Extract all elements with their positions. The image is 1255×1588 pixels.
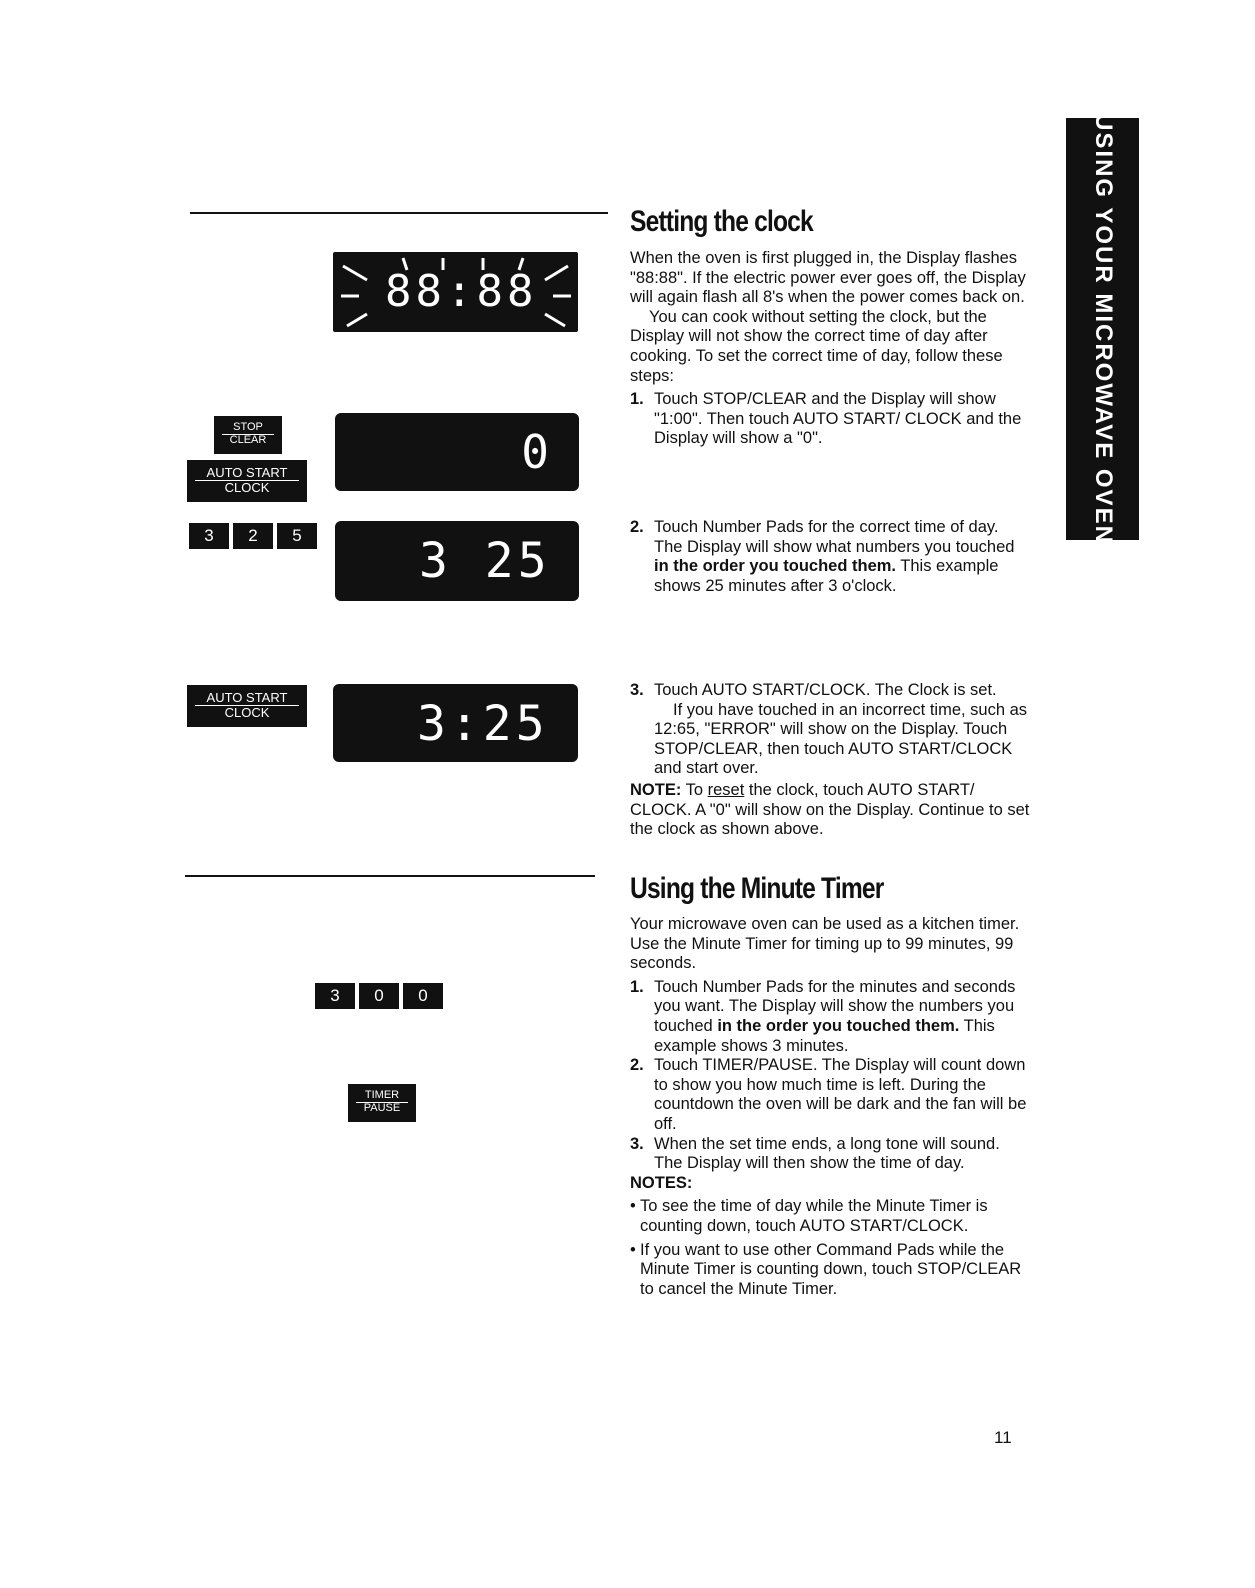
timer-note-2: • If you want to use other Command Pads while the Minute Timer is counting down, touch STOP/CLEAR to cancel the Minute Timer. bbox=[630, 1241, 1030, 1300]
number-pad-0-timer-b[interactable]: 0 bbox=[403, 983, 443, 1009]
clock-note-b: the clock, touch AUTO START/ CLOCK. A "0" will show on the Display. Continue to set the clock as shown above. bbox=[630, 780, 1030, 839]
display-zero bbox=[335, 413, 579, 491]
clock-step-2-text-a: Touch Number Pads for the correct time of day. The Display will show what numbers you touched bbox=[654, 518, 1015, 556]
number-pad-5[interactable]: 5 bbox=[277, 523, 317, 549]
clock-step-2-block bbox=[630, 518, 1030, 596]
auto-start-label: AUTO START bbox=[195, 466, 299, 481]
display-entry bbox=[335, 521, 579, 601]
clock-step-3-text: Touch AUTO START/CLOCK. The Clock is set. bbox=[654, 681, 997, 699]
auto-start-label-2: AUTO START bbox=[195, 691, 299, 706]
flashing-display bbox=[333, 252, 578, 332]
auto-start-clock-pad[interactable] bbox=[187, 460, 307, 502]
clock-note-a: To bbox=[681, 780, 708, 799]
clock-step-1 bbox=[630, 390, 1030, 449]
clock-step-2-number: 2. bbox=[630, 518, 644, 536]
display-entry-digits: 3 25 bbox=[419, 533, 551, 589]
clear-label: CLEAR bbox=[229, 434, 267, 446]
timer-step-1 bbox=[630, 978, 1030, 1056]
clock-step-2-text-c: This example shows 25 minutes after 3 o'clock. bbox=[654, 557, 999, 595]
clock-intro-p2: You can cook without setting the clock, but the Display will not show the correct time of day after cooking. To set the correct time of day, follow these steps: bbox=[630, 307, 1003, 385]
number-pad-3[interactable]: 3 bbox=[189, 523, 229, 549]
clock-step-3-block bbox=[630, 681, 1030, 840]
clock-step-1-text: Touch STOP/CLEAR and the Display will show "1:00". Then touch AUTO START/ CLOCK and the Display will show a "0". bbox=[654, 390, 1022, 448]
clock-step-2-text-b: in the order you touched them. bbox=[654, 557, 897, 576]
timer-step-2-text: Touch TIMER/PAUSE. The Display will count down to show you how much time is left. During the countdown the oven will be dark and the fan will be off. bbox=[654, 1056, 1027, 1133]
timer-notes-label-text: NOTES: bbox=[630, 1173, 693, 1192]
timer-notes-label bbox=[630, 1174, 1030, 1194]
timer-step-3 bbox=[630, 1135, 1030, 1174]
middle-rule bbox=[185, 875, 595, 877]
number-pad-0-timer-a[interactable]: 0 bbox=[359, 983, 399, 1009]
clock-step-3 bbox=[630, 681, 1030, 701]
stop-label: STOP bbox=[222, 422, 274, 435]
timer-step-3-number: 3. bbox=[630, 1134, 644, 1153]
clock-label: CLOCK bbox=[224, 480, 270, 495]
display-set bbox=[333, 684, 578, 762]
timer-step-1-text-b: in the order you touched them. bbox=[717, 1016, 960, 1035]
clock-label-2: CLOCK bbox=[224, 705, 270, 720]
auto-start-clock-pad-2[interactable] bbox=[187, 685, 307, 727]
timer-body bbox=[630, 915, 1030, 1299]
timer-step-2 bbox=[630, 1056, 1030, 1134]
clock-step-3-sub-text: If you have touched in an incorrect time, such as 12:65, "ERROR" will show on the Display. Touch STOP/CLEAR, then touch AUTO START/CLOCK and start over. bbox=[654, 700, 1028, 778]
clock-step-2 bbox=[630, 518, 1030, 596]
timer-pause-pad[interactable] bbox=[348, 1084, 416, 1122]
timer-step-1-number: 1. bbox=[630, 977, 644, 996]
clock-heading: Setting the clock bbox=[630, 205, 813, 238]
clock-note bbox=[630, 781, 1030, 840]
timer-step-3-text: When the set time ends, a long tone will sound. The Display will then show the time of day. bbox=[654, 1134, 1000, 1173]
section-tab-label: USING YOUR MICROWAVE OVEN bbox=[1089, 113, 1117, 545]
clock-step-1-number: 1. bbox=[630, 390, 644, 409]
number-pad-2[interactable]: 2 bbox=[233, 523, 273, 549]
display-zero-digit: 0 bbox=[521, 425, 553, 479]
timer-label: TIMER bbox=[356, 1090, 408, 1103]
top-rule bbox=[190, 212, 608, 214]
clock-note-reset: reset bbox=[707, 780, 745, 799]
display-set-digits: 3:25 bbox=[417, 696, 549, 752]
timer-step-1-text-a: Touch Number Pads for the minutes and seconds you want. The Display will show the numbers you touched bbox=[654, 977, 1016, 1035]
clock-step-3-number: 3. bbox=[630, 681, 644, 699]
timer-intro: Your microwave oven can be used as a kitchen timer. Use the Minute Timer for timing up to 99 minutes, 99 seconds. bbox=[630, 915, 1020, 973]
number-pad-3-timer[interactable]: 3 bbox=[315, 983, 355, 1009]
section-tab bbox=[1066, 113, 1139, 545]
timer-heading: Using the Minute Timer bbox=[630, 872, 884, 905]
clock-step-3-sub bbox=[630, 701, 1030, 779]
clock-intro bbox=[630, 249, 1030, 449]
timer-step-1-text-c: This example shows 3 minutes. bbox=[654, 1016, 995, 1055]
flash-digits: 88:88 bbox=[385, 266, 538, 317]
number-pad-row-timer bbox=[315, 983, 443, 1009]
number-pad-row-clock bbox=[189, 523, 317, 549]
clock-intro-p1: When the oven is first plugged in, the Display flashes "88:88". If the electric power ever goes off, the Display will again flash all 8's when the power comes back on. bbox=[630, 249, 1026, 307]
page-number: 11 bbox=[994, 1428, 1012, 1447]
pause-label: PAUSE bbox=[363, 1102, 401, 1114]
stop-clear-pad[interactable] bbox=[214, 416, 282, 454]
timer-step-2-number: 2. bbox=[630, 1056, 644, 1075]
clock-note-label: NOTE: bbox=[630, 780, 682, 799]
timer-note-1: • To see the time of day while the Minute Timer is counting down, touch AUTO START/CLOCK. bbox=[630, 1197, 1030, 1236]
